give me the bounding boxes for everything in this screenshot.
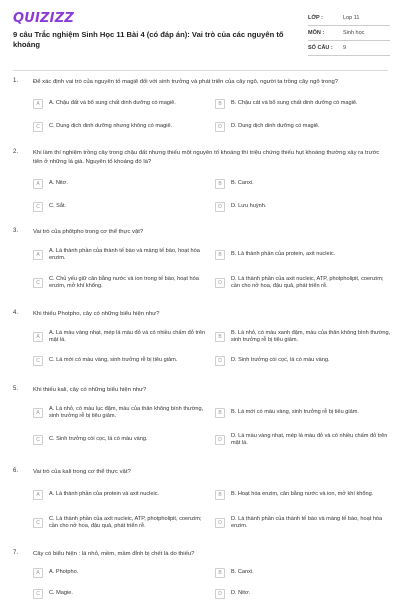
question-text: Khi thiếu kali, cây có những biểu hiện như? xyxy=(33,387,147,393)
option-text: A. Là thành phần của protein và axit nucleic. xyxy=(49,491,160,498)
meta-row-subject xyxy=(308,26,390,41)
option-text: D. Dung dịch dinh dưỡng có magiê. xyxy=(231,122,320,129)
meta-value: 9 xyxy=(343,45,347,51)
option-b[interactable] xyxy=(215,484,391,506)
option-letter-box: C xyxy=(33,589,43,599)
option-text: B. Là thành phần của protein, axit nucleic. xyxy=(231,251,336,258)
question-text: Vai trò của kali trong cơ thể thực vật? xyxy=(33,469,131,475)
option-a[interactable] xyxy=(33,326,211,348)
option-letter-box: D xyxy=(215,589,225,599)
option-a[interactable] xyxy=(33,402,211,424)
option-text: A. Nitơ. xyxy=(49,179,68,186)
question-text: Để xác định vai trò của nguyên tố magiê đối với sinh trưởng và phát triển của cây ngô, người ta trồng cây ngô trong? xyxy=(33,79,339,85)
option-b[interactable] xyxy=(215,326,391,348)
meta-value: Sinh học xyxy=(343,30,365,36)
option-text: D. Lá màu vàng nhạt, mép lá màu đỏ và có nhiều chấm đỏ trên mặt lá. xyxy=(231,432,388,446)
option-b[interactable] xyxy=(215,95,391,112)
option-a[interactable] xyxy=(33,484,211,506)
question-text: Khi làm thí nghiệm trồng cây trong chậu đất nhưng thiếu một nguyên tố khoáng thì triệu chứng thiếu hụt khoáng thường xảy ra trước tiên ở những lá già. Nguyên tố khoáng đó là? xyxy=(33,150,380,165)
option-text: C. Dung dịch dinh dưỡng nhưng không có magiê. xyxy=(49,122,173,129)
question-number: 6. xyxy=(13,468,19,474)
option-letter-box: B xyxy=(215,408,225,418)
option-d[interactable] xyxy=(215,198,391,215)
option-letter-box: D xyxy=(215,202,225,212)
option-letter-box: C xyxy=(33,435,43,445)
question-number: 3. xyxy=(13,228,19,234)
option-b[interactable] xyxy=(215,402,391,424)
meta-key: SỐ CÂU : xyxy=(308,45,333,51)
meta-value: Lop 11 xyxy=(343,15,360,21)
option-d[interactable] xyxy=(215,429,391,451)
option-text: B. Lá mới có màu vàng, sinh trưởng rễ bị tiêu giảm. xyxy=(231,409,359,416)
option-text: A. Photpho. xyxy=(49,568,79,575)
document-header xyxy=(0,0,400,68)
option-text: C. Sinh trưởng còi cọc, lá có màu vàng. xyxy=(49,436,148,443)
option-letter-box: C xyxy=(33,278,43,288)
option-a[interactable] xyxy=(33,175,211,192)
option-c[interactable] xyxy=(33,352,211,369)
document-title: 9 câu Trắc nghiệm Sinh Học 11 Bài 4 (có đáp án): Vai trò của các nguyên tố khoáng xyxy=(13,30,284,49)
question-text: Cây có biểu hiện : lá nhỏ, mềm, mầm đỉnh bị chết là do thiếu? xyxy=(33,551,195,557)
option-text: A. Lá nhỏ, có màu lục đậm, màu của thân không bình thường, sinh trưởng rễ bị tiêu giảm. xyxy=(49,405,204,419)
option-letter-box: B xyxy=(215,568,225,578)
option-letter-box: D xyxy=(215,278,225,288)
option-letter-box: A xyxy=(33,250,43,260)
question-number: 1. xyxy=(13,78,19,84)
option-text: C. Chủ yếu giữ cân bằng nước và ion trong tế bào, hoạt hóa enzim, mở khí khổng. xyxy=(49,275,199,289)
option-letter-box: D xyxy=(215,356,225,366)
meta-row-count xyxy=(308,41,390,56)
meta-table xyxy=(308,11,390,56)
question-text: Vai trò của phôtpho trong cơ thể thực vật? xyxy=(33,229,144,235)
option-d[interactable] xyxy=(215,512,391,534)
option-letter-box: A xyxy=(33,99,43,109)
option-letter-box: C xyxy=(33,122,43,132)
option-d[interactable] xyxy=(215,272,391,294)
option-letter-box: A xyxy=(33,568,43,578)
option-letter-box: D xyxy=(215,518,225,528)
option-text: D. Là thành phần của axit nucleic, ATP, photpholipit, coenzim; cần cho nở hoa, đậu quả, phát triển rễ. xyxy=(231,275,384,289)
question-number: 7. xyxy=(13,550,19,556)
option-c[interactable] xyxy=(33,198,211,215)
meta-row-class xyxy=(308,11,390,26)
option-letter-box: B xyxy=(215,99,225,109)
option-c[interactable] xyxy=(33,585,211,600)
option-c[interactable] xyxy=(33,429,211,451)
option-letter-box: A xyxy=(33,179,43,189)
meta-key: LỚP : xyxy=(308,15,323,21)
option-text: C. Sắt. xyxy=(49,202,67,209)
option-b[interactable] xyxy=(215,175,391,192)
option-b[interactable] xyxy=(215,564,391,581)
option-text: B. Hoạt hóa enzim, cân bằng nước và ion, mở khí khổng. xyxy=(231,491,374,498)
option-text: B. Canxi. xyxy=(231,179,254,186)
meta-key: MÔN : xyxy=(308,30,325,36)
option-text: D. Là thành phần của thành tế bào và màng tế bào, hoạt hóa enzim. xyxy=(231,515,383,529)
option-d[interactable] xyxy=(215,585,391,600)
option-letter-box: C xyxy=(33,202,43,212)
option-a[interactable] xyxy=(33,95,211,112)
option-text: B. Lá nhỏ, có màu xanh đậm, màu của thân không bình thường, sinh trưởng rễ bị tiêu giảm. xyxy=(231,329,391,343)
option-text: C. Lá mới có màu vàng, sinh trưởng rễ bị tiêu giảm. xyxy=(49,356,178,363)
option-c[interactable] xyxy=(33,272,211,294)
option-text: D. Nitơ. xyxy=(231,589,251,596)
option-letter-box: A xyxy=(33,332,43,342)
option-a[interactable] xyxy=(33,244,211,266)
question-text: Khi thiếu Photpho, cây có những biểu hiện như? xyxy=(33,311,160,317)
option-letter-box: A xyxy=(33,490,43,500)
option-letter-box: B xyxy=(215,332,225,342)
option-text: B. Chậu cát và bổ sung chất dinh dưỡng có magiê. xyxy=(231,99,358,106)
question-number: 2. xyxy=(13,149,19,155)
option-letter-box: D xyxy=(215,435,225,445)
quizizz-logo: QUIZIZZ xyxy=(13,11,74,26)
option-text: A. Là thành phần của thành tế bào và màng tế bào, hoạt hóa enzim. xyxy=(49,247,200,261)
option-letter-box: A xyxy=(33,408,43,418)
option-letter-box: B xyxy=(215,179,225,189)
option-letter-box: B xyxy=(215,490,225,500)
question-number: 5. xyxy=(13,386,19,392)
option-d[interactable] xyxy=(215,118,391,135)
option-letter-box: C xyxy=(33,356,43,366)
option-text: B. Canxi. xyxy=(231,568,254,575)
option-text: A. Lá màu vàng nhạt, mép lá màu đỏ và có nhiều chấm đỏ trên mặt lá. xyxy=(49,329,206,343)
header-divider xyxy=(13,70,388,71)
option-text: D. Sinh trưởng còi cọc, lá có màu vàng. xyxy=(231,356,330,363)
question-number: 4. xyxy=(13,310,19,316)
option-b[interactable] xyxy=(215,244,391,266)
option-a[interactable] xyxy=(33,564,211,581)
option-text: A. Chậu đất và bổ sung chất dinh dưỡng có magiê. xyxy=(49,99,176,106)
option-text: D. Lưu huỳnh. xyxy=(231,202,267,209)
option-d[interactable] xyxy=(215,352,391,369)
option-text: C. Magie. xyxy=(49,589,73,596)
option-c[interactable] xyxy=(33,118,211,135)
option-letter-box: D xyxy=(215,122,225,132)
option-letter-box: B xyxy=(215,250,225,260)
option-c[interactable] xyxy=(33,512,211,534)
option-letter-box: C xyxy=(33,518,43,528)
option-text: C. Là thành phần của axit nucleic, ATP, photpholipit, coenzim; cần cho nở hoa, đậu quả, phát triển rễ. xyxy=(49,515,202,529)
